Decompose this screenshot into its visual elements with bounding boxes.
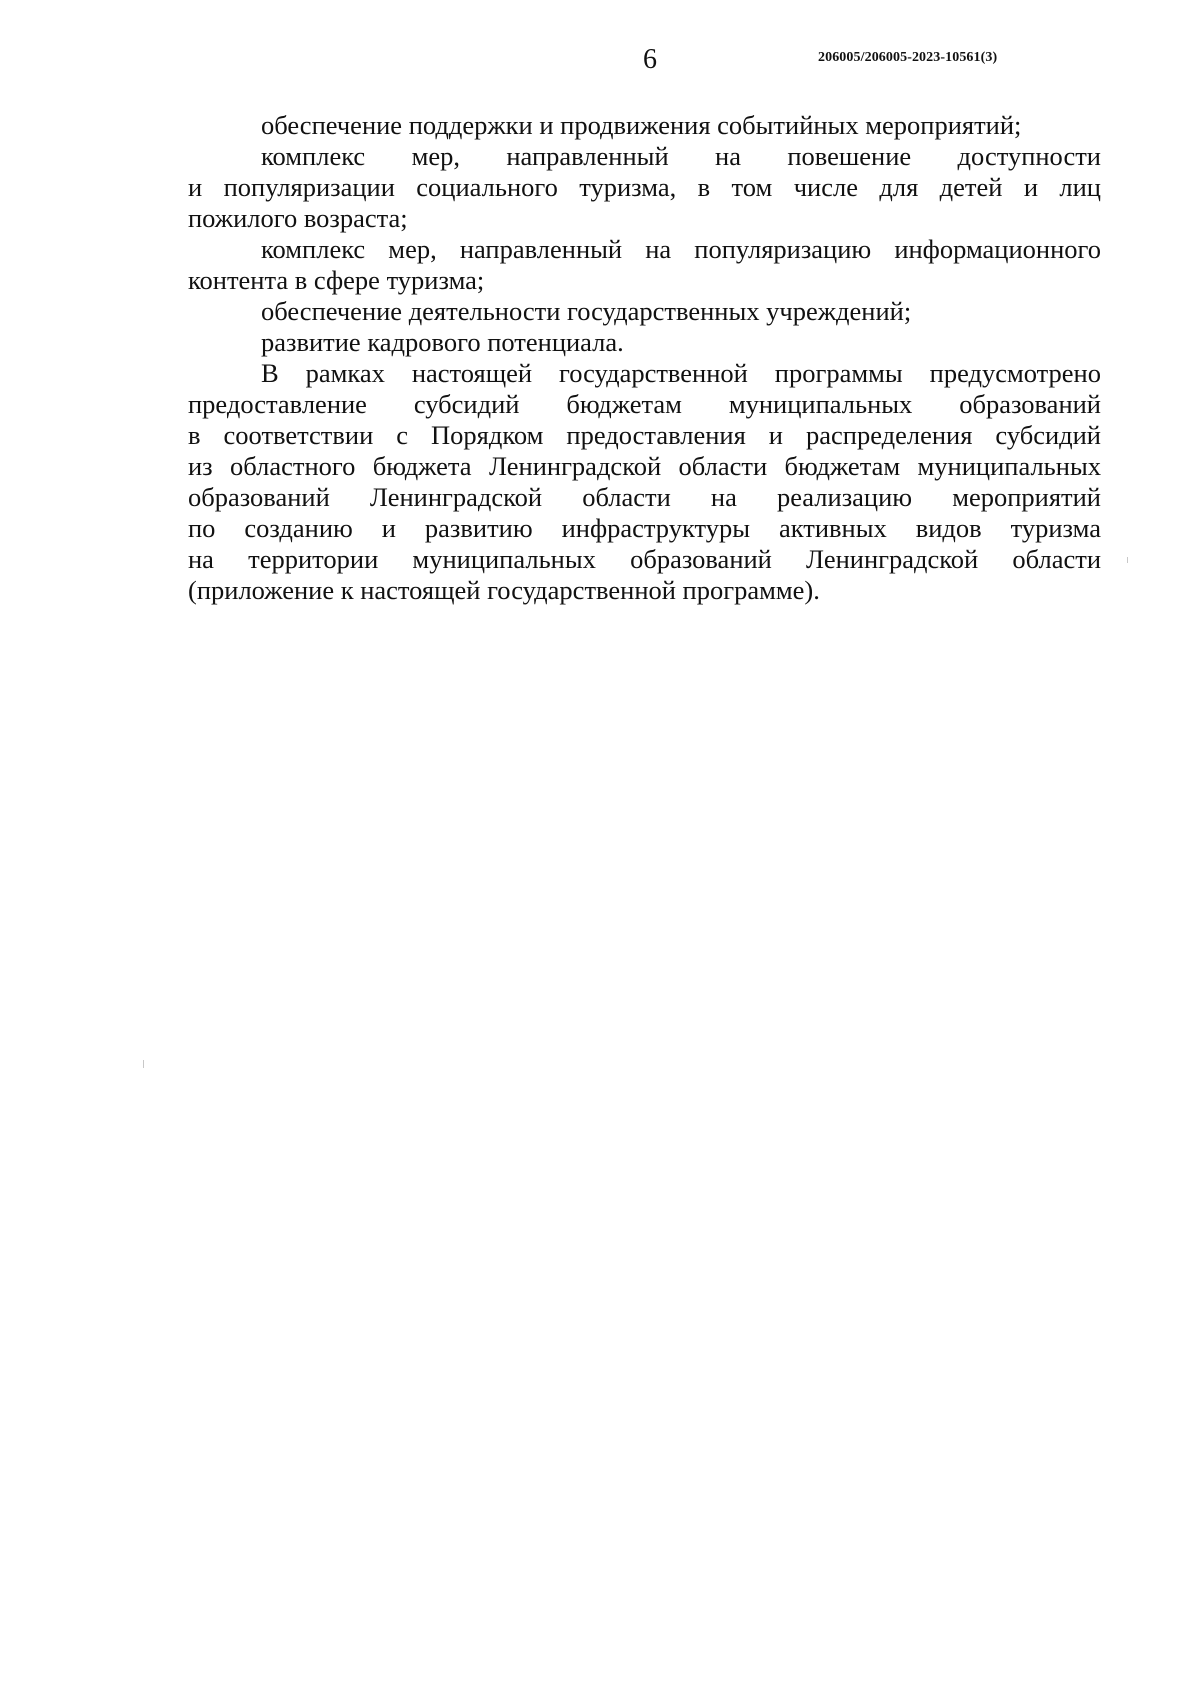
text-line: обеспечение поддержки и продвижения событийных мероприятий; (261, 110, 1022, 140)
paragraph-subsidies (188, 358, 1101, 606)
page-number: 6 (643, 44, 657, 75)
text-line: комплекс мер, направленный на популяризацию информационного (261, 234, 1101, 264)
text-line: В рамках настоящей государственной программы предусмотрено (261, 358, 1101, 388)
paragraph-state-institutions (188, 296, 1101, 327)
text-line: предоставление субсидий бюджетам муниципальных образований (188, 389, 1101, 419)
document-body (188, 110, 1101, 606)
paragraph-info-content (188, 234, 1101, 296)
paragraph-social-tourism (188, 141, 1101, 234)
text-line: пожилого возраста; (188, 203, 408, 233)
registration-number: 206005/206005-2023-10561(3) (818, 50, 998, 65)
scan-speck (1127, 557, 1128, 563)
text-line: (приложение к настоящей государственной программе). (188, 575, 820, 605)
text-line: на территории муниципальных образований Ленинградской области (188, 544, 1101, 574)
text-line: обеспечение деятельности государственных учреждений; (261, 296, 912, 326)
paragraph-personnel (188, 327, 1101, 358)
text-line: в соответствии с Порядком предоставления и распределения субсидий (188, 420, 1101, 450)
text-line: образований Ленинградской области на реализацию мероприятий (188, 482, 1101, 512)
paragraph-event-support (188, 110, 1101, 141)
text-line: контента в сфере туризма; (188, 265, 485, 295)
text-line: по созданию и развитию инфраструктуры активных видов туризма (188, 513, 1101, 543)
text-line: развитие кадрового потенциала. (261, 327, 624, 357)
scan-speck (143, 1060, 144, 1068)
text-line: и популяризации социального туризма, в том числе для детей и лиц (188, 172, 1101, 202)
text-line: из областного бюджета Ленинградской области бюджетам муниципальных (188, 451, 1101, 481)
text-line: комплекс мер, направленный на повешение доступности (261, 141, 1101, 171)
